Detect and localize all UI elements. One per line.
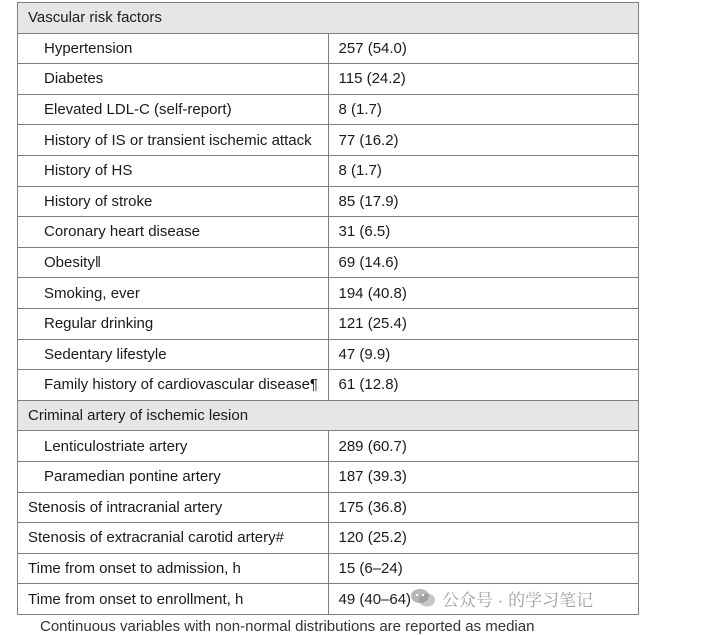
table-row (18, 492, 639, 523)
wechat-icon (410, 588, 436, 608)
table-row (18, 523, 639, 554)
section-title: Vascular risk factors (18, 3, 639, 34)
section-title: Criminal artery of ischemic lesion (18, 400, 639, 431)
row-label: History of HS (18, 155, 329, 186)
row-label: Elevated LDL-C (self-report) (18, 94, 329, 125)
row-value: 121 (25.4) (328, 308, 639, 339)
row-label: Lenticulostriate artery (18, 431, 329, 462)
table-row (18, 431, 639, 462)
row-label: Diabetes (18, 64, 329, 95)
row-label: History of stroke (18, 186, 329, 217)
table-row (18, 64, 639, 95)
table-row (18, 461, 639, 492)
table-row (18, 155, 639, 186)
table-row (18, 308, 639, 339)
table-row (18, 339, 639, 370)
row-value: 69 (14.6) (328, 247, 639, 278)
row-value: 194 (40.8) (328, 278, 639, 309)
row-value: 187 (39.3) (328, 461, 639, 492)
row-value: 85 (17.9) (328, 186, 639, 217)
table-row (18, 553, 639, 584)
row-value: 289 (60.7) (328, 431, 639, 462)
row-label: Family history of cardiovascular disease¶ (18, 370, 329, 401)
table-row (18, 94, 639, 125)
table-row (18, 278, 639, 309)
row-value: 49 (40–64) (328, 584, 639, 615)
footnote-text: Continuous variables with non-normal distributions are reported as median (40, 618, 535, 635)
row-value: 8 (1.7) (328, 155, 639, 186)
row-value: 120 (25.2) (328, 523, 639, 554)
row-value: 15 (6–24) (328, 553, 639, 584)
table-row (18, 370, 639, 401)
row-label: Time from onset to enrollment, h (18, 584, 329, 615)
baseline-characteristics-table (17, 2, 639, 615)
table-row (18, 186, 639, 217)
row-value: 115 (24.2) (328, 64, 639, 95)
row-label: Obesity‖ (18, 247, 329, 278)
row-value: 257 (54.0) (328, 33, 639, 64)
row-label: Sedentary lifestyle (18, 339, 329, 370)
row-label: Time from onset to admission, h (18, 553, 329, 584)
table-row (18, 217, 639, 248)
row-value: 47 (9.9) (328, 339, 639, 370)
section-header-row (18, 3, 639, 34)
row-value: 61 (12.8) (328, 370, 639, 401)
row-label: Regular drinking (18, 308, 329, 339)
row-label: Stenosis of extracranial carotid artery# (18, 523, 329, 554)
row-label: Coronary heart disease (18, 217, 329, 248)
row-label: Paramedian pontine artery (18, 461, 329, 492)
table-row (18, 247, 639, 278)
row-value: 77 (16.2) (328, 125, 639, 156)
section-header-row (18, 400, 639, 431)
watermark-text: 公众号 · 的学习笔记 (442, 590, 594, 610)
row-value: 31 (6.5) (328, 217, 639, 248)
row-value: 8 (1.7) (328, 94, 639, 125)
row-value: 175 (36.8) (328, 492, 639, 523)
table-row (18, 33, 639, 64)
row-label: Hypertension (18, 33, 329, 64)
row-label: Smoking, ever (18, 278, 329, 309)
row-label: History of IS or transient ischemic attack (18, 125, 329, 156)
table-row (18, 125, 639, 156)
watermark (410, 584, 593, 612)
row-label: Stenosis of intracranial artery (18, 492, 329, 523)
